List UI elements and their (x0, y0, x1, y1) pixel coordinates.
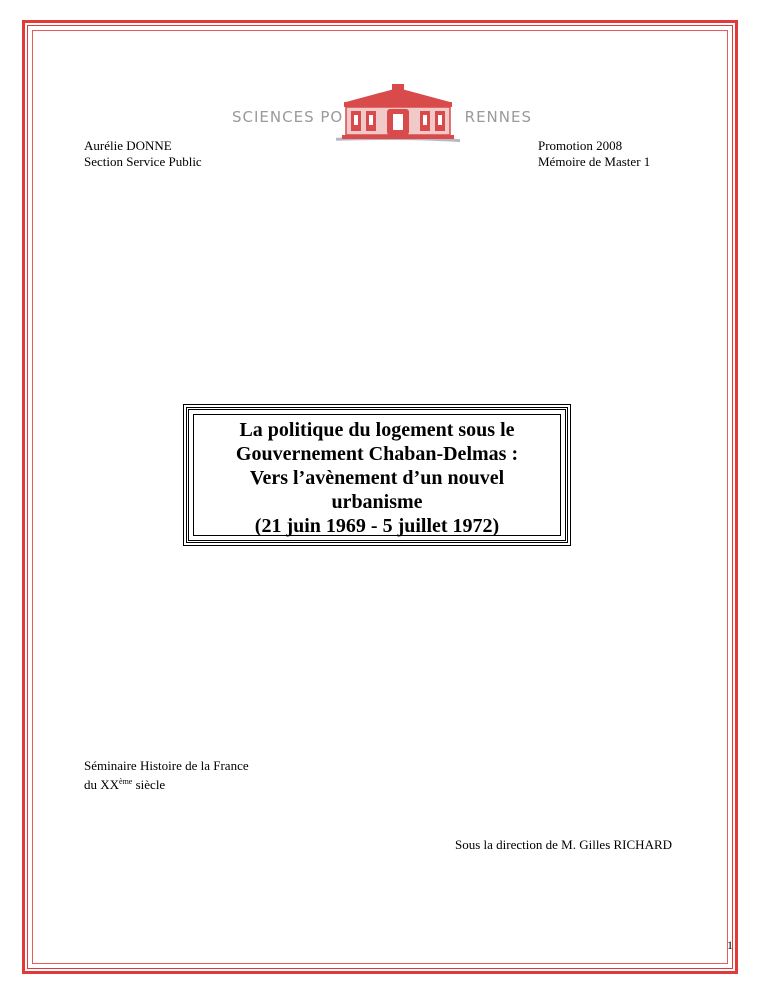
promotion-year: Promotion 2008 (538, 138, 623, 153)
seminar-block (84, 758, 249, 793)
thesis-type: Mémoire de Master 1 (538, 154, 651, 169)
author-name: Aurélie DONNE (84, 138, 172, 153)
supervisor-line: Sous la direction de M. Gilles RICHARD (455, 837, 673, 852)
program-block (538, 138, 650, 170)
document-title (189, 418, 565, 538)
logo-text-sciences-po: SCIENCES PO (232, 108, 344, 126)
logo-text-rennes: RENNES (464, 108, 532, 126)
title-line: (21 juin 1969 - 5 juillet 1972) (254, 515, 500, 537)
title-line: La politique du logement sous le (239, 419, 515, 441)
title-line: Vers l’avènement d’un nouvel (249, 467, 505, 489)
seminar-line-2 (84, 774, 249, 793)
page-number: 1 (727, 938, 733, 952)
title-line: Gouvernement Chaban-Delmas : (235, 443, 519, 465)
title-frame (186, 407, 568, 543)
seminar-century-suffix: siècle (132, 777, 166, 792)
sciences-po-rennes-logo (232, 84, 532, 150)
seminar-line-1: Séminaire Histoire de la France (84, 758, 249, 773)
author-block (84, 138, 202, 170)
seminar-century-prefix: du XX (84, 777, 120, 792)
title-line: urbanisme (331, 491, 423, 513)
building-icon (336, 84, 460, 150)
author-section: Section Service Public (84, 154, 202, 169)
seminar-century-superscript: ème (119, 777, 133, 786)
